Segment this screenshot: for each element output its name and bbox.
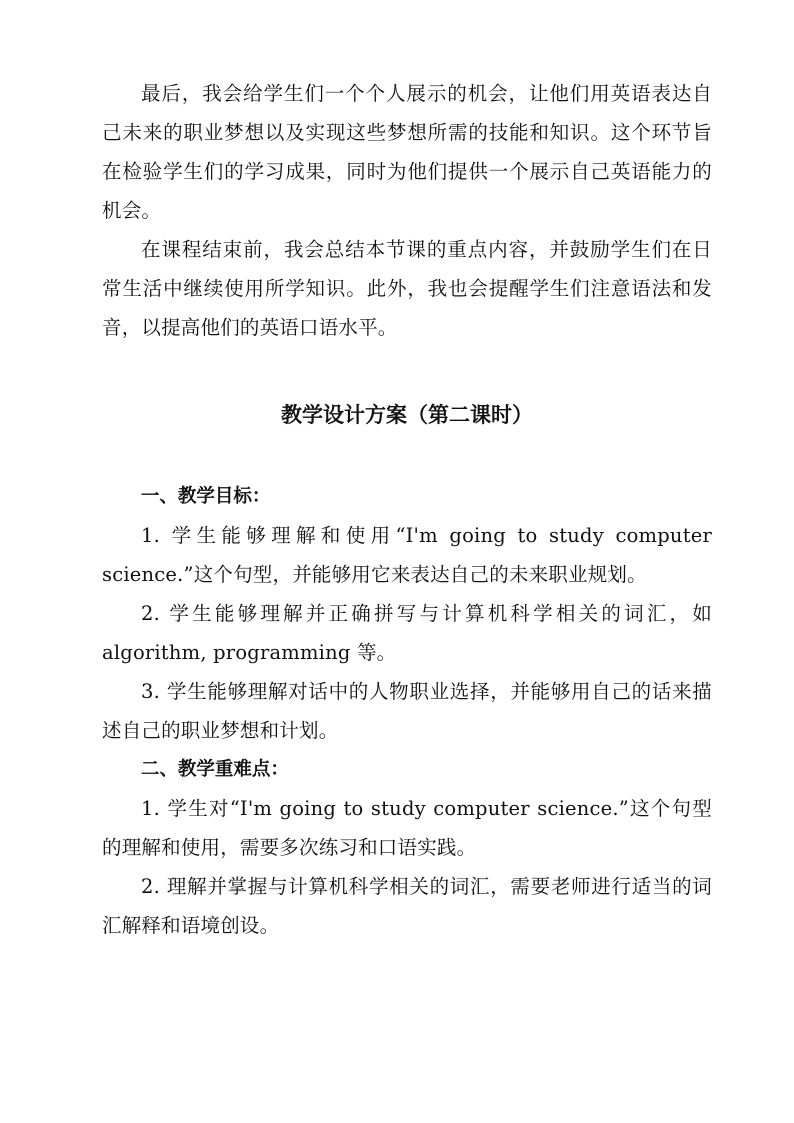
objective-item-2: 2. 学生能够理解并正确拼写与计算机科学相关的词汇，如algorithm, programming 等。 xyxy=(102,602,712,664)
document-page xyxy=(102,74,712,945)
paragraph-closing-presentation: 最后，我会给学生们一个个人展示的机会，让他们用英语表达自己未来的职业梦想以及实现这些梦想所需的技能和知识。这个环节旨在检验学生们的学习成果，同时为他们提供一个展示自己英语能力的机会。 xyxy=(102,82,712,222)
objective-item-1: 1. 学生能够理解和使用“I'm going to study computer science.”这个句型，并能够用它来表达自己的未来职业规划。 xyxy=(102,524,712,586)
spacer xyxy=(102,435,712,477)
section-heading-key-difficulties: 二、教学重难点： xyxy=(140,759,289,780)
section-heading-objectives: 一、教学目标： xyxy=(140,486,271,507)
difficulty-item-1: 1. 学生对“I'm going to study computer science.”这个句型的理解和使用，需要多次练习和口语实践。 xyxy=(102,797,712,859)
objective-item-3: 3. 学生能够理解对话中的人物职业选择，并能够用自己的话来描述自己的职业梦想和计划。 xyxy=(102,680,712,742)
spacer xyxy=(102,347,712,395)
difficulty-item-2: 2. 理解并掌握与计算机科学相关的词汇，需要老师进行适当的词汇解释和语境创设。 xyxy=(102,875,712,937)
paragraph-course-summary: 在课程结束前，我会总结本节课的重点内容，并鼓励学生们在日常生活中继续使用所学知识。此外，我也会提醒学生们注意语法和发音，以提高他们的英语口语水平。 xyxy=(102,238,712,339)
page-title: 教学设计方案（第二课时） xyxy=(281,403,533,427)
